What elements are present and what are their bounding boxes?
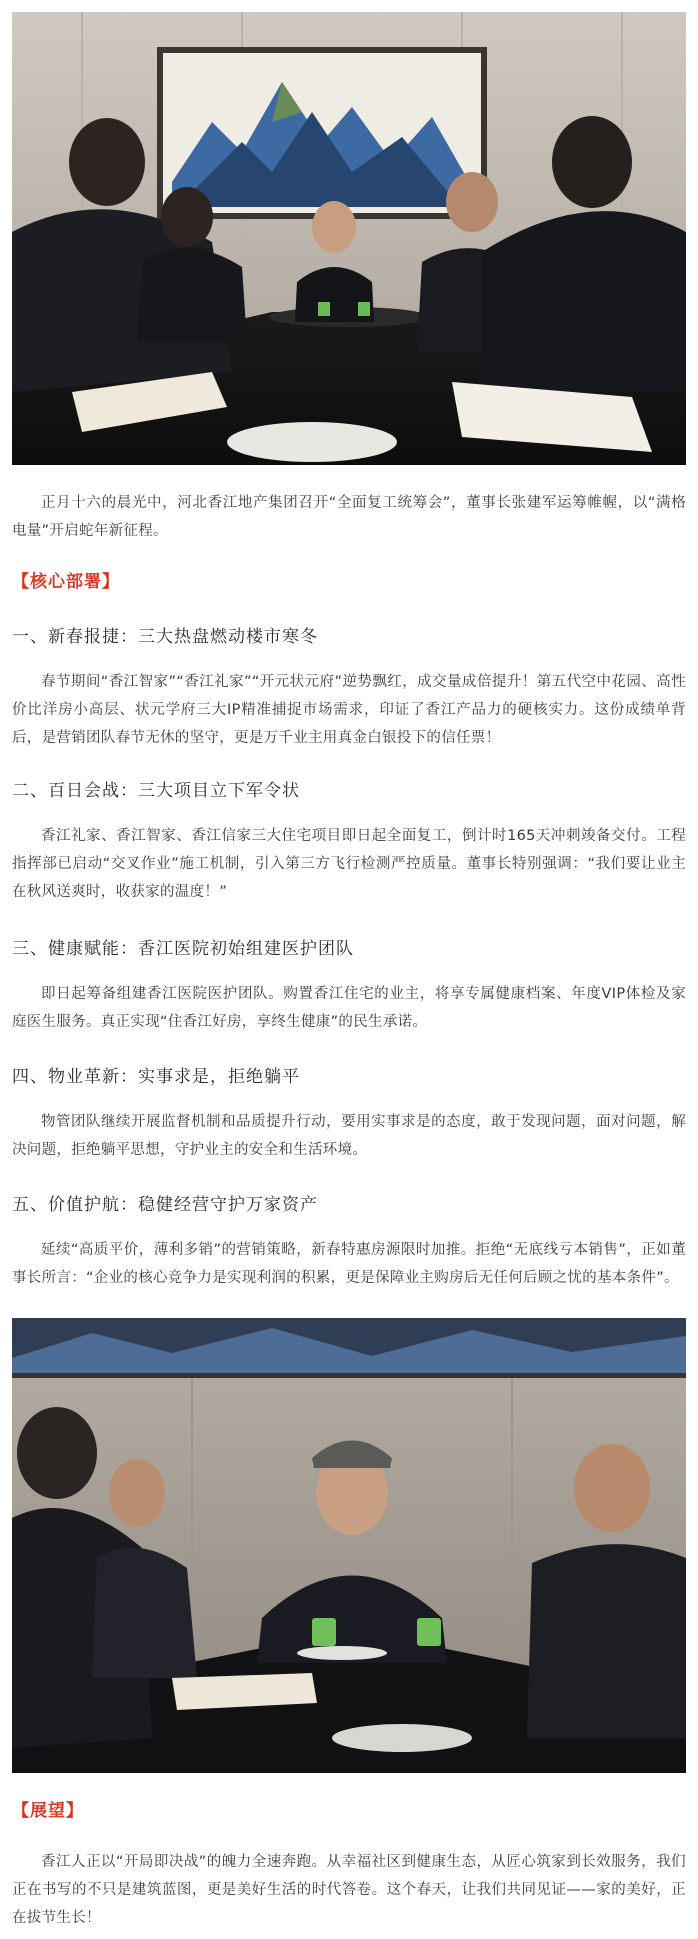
section-4-heading: 四、物业革新：实事求是，拒绝躺平 [12,1067,300,1087]
section-2-body: 香江礼家、香江智家、香江信家三大住宅项目即日起全面复工，倒计时165天冲刺竣备交付。工程指挥部已启动“交叉作业”施工机制，引入第三方飞行检测严控质量。董事长特别强调：“我们要让业主在秋风送爽时，收获家的温度！” [12,828,686,900]
meeting-photo-2-image [12,1318,686,1773]
section-5-heading: 五、价值护航：稳健经营守护万家资产 [12,1195,318,1215]
meeting-photo-2 [12,1318,686,1773]
section-4-body: 物管团队继续开展监督机制和品质提升行动，要用实事求是的态度，敢于发现问题，面对问题，解决问题，拒绝躺平思想，守护业主的安全和生活环境。 [12,1114,686,1158]
section-5-body: 延续“高质平价，薄利多销”的营销策略，新春特惠房源限时加推。拒绝“无底线亏本销售”，正如董事长所言：“企业的核心竞争力是实现利润的积累，更是保障业主购房后无任何后顾之忧的基本条件”。 [12,1242,686,1286]
intro-paragraph: 正月十六的晨光中，河北香江地产集团召开“全面复工统筹会”，董事长张建军运筹帷幄，以“满格电量”开启蛇年新征程。 [12,495,686,539]
meeting-photo-1-image [12,12,686,465]
outlook-label: 【展望】 [12,1801,84,1821]
section-3-heading: 三、健康赋能：香江医院初始组建医护团队 [12,939,354,959]
section-3-body: 即日起筹备组建香江医院医护团队。购置香江住宅的业主，将享专属健康档案、年度VIP体检及家庭医生服务。真正实现“住香江好房，享终生健康”的民生承诺。 [12,986,686,1030]
section-1-heading: 一、新春报捷：三大热盘燃动楼市寒冬 [12,627,318,647]
outlook-paragraph: 香江人正以“开局即决战”的魄力全速奔跑。从幸福社区到健康生态，从匠心筑家到长效服务，我们正在书写的不只是建筑蓝图，更是美好生活的时代答卷。这个春天，让我们共同见证——家的美好，正在拔节生长！ [12,1854,686,1926]
meeting-photo-1 [12,12,686,465]
section-2-heading: 二、百日会战：三大项目立下军令状 [12,781,300,801]
core-deployment-label: 【核心部署】 [12,572,120,592]
section-1-body: 春节期间“香江智家”“香江礼家”“开元状元府”逆势飘红，成交量成倍提升！第五代空中花园、高性价比洋房小高层、状元学府三大IP精准捕捉市场需求，印证了香江产品力的硬核实力。这份成绩单背后，是营销团队春节无休的坚守，更是万千业主用真金白银投下的信任票！ [12,674,686,746]
